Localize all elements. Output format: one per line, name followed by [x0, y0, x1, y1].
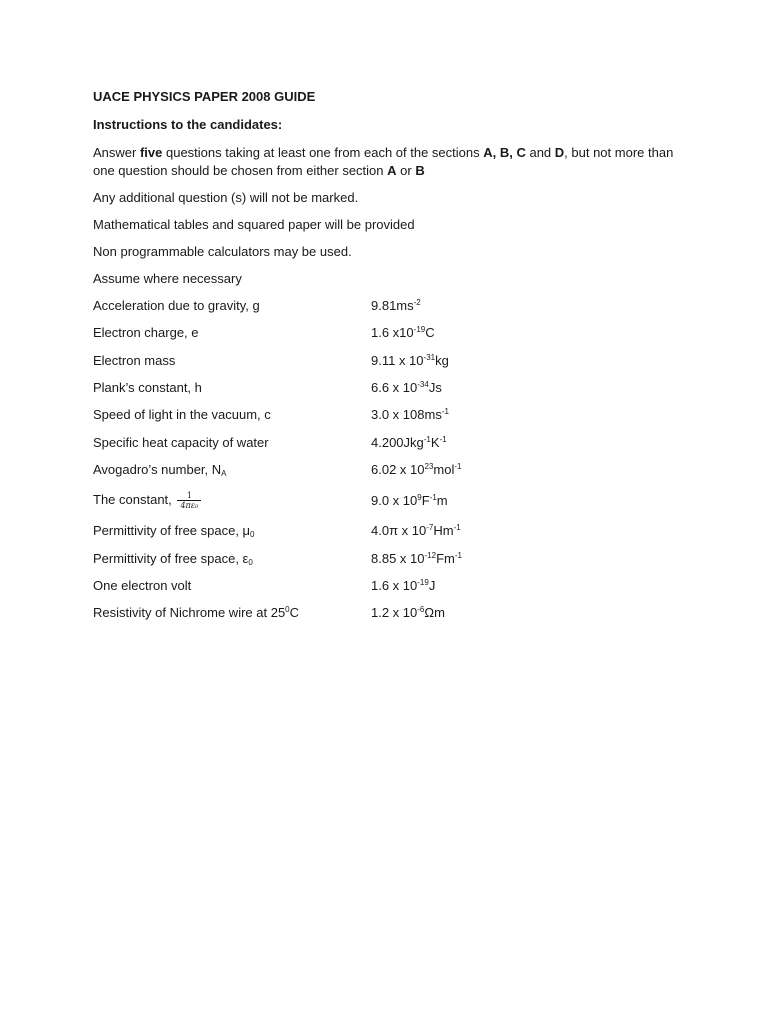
constant-value: 1.6 x $10^{-19}J$: [371, 577, 436, 593]
constant-row: [93, 544, 693, 571]
constant-row: [93, 319, 693, 346]
constant-row: [93, 401, 693, 428]
constant-row: [93, 572, 693, 599]
constant-value: 8.85 x $10^{-12}Fm^{-1}$: [371, 550, 462, 566]
constants-table: [93, 292, 693, 626]
constant-row: [93, 483, 693, 517]
constant-row: [93, 374, 693, 401]
constant-label: Plank’s constant, h: [93, 380, 202, 396]
constant-row: [93, 456, 693, 483]
document-page: [93, 88, 693, 626]
constant-label: Specific heat capacity of water: [93, 434, 269, 450]
constant-value: 1.2 x $10^{-6}\Omega m$: [371, 605, 445, 621]
constant-label: Electron mass: [93, 352, 176, 368]
constant-row: [93, 517, 693, 544]
constant-value: 6.6 x $10^{-34}Js$: [371, 380, 442, 396]
constant-row: [93, 428, 693, 455]
constant-value: 4.0π x $10^{-7}Hm^{-1}$: [371, 523, 461, 539]
constant-label: Speed of light in the vacuum, c: [93, 407, 271, 423]
document-title: UACE PHYSICS PAPER 2008 GUIDE: [93, 89, 316, 104]
instruction-answer: Answer five questions taking at least one from each of the sections A, B, C and D, but not more than one question should be chosen from either section A or B: [93, 145, 674, 178]
constant-label: One electron volt: [93, 577, 192, 593]
constant-label: Resistivity of Nichrome wire at $25^0C$: [93, 605, 300, 621]
constant-label: Electron charge, e: [93, 325, 199, 341]
constant-value: 9.11 x $10^{-31}kg$: [371, 352, 449, 368]
instruction-line: Any additional question (s) will not be marked.: [93, 190, 359, 205]
instruction-line: Mathematical tables and squared paper will be provided: [93, 217, 415, 232]
constant-value: 1.6 $x10^{-19}C$: [371, 325, 435, 341]
instruction-line: Non programmable calculators may be used.: [93, 244, 352, 259]
constant-label: Avogadro’s number, $N_A$: [93, 461, 227, 478]
constant-label: The constant, $\frac{1}{\text{4πε₀}}$: [93, 491, 371, 510]
constant-value: $4.200Jkg^{-1}K^{-1}$: [371, 434, 447, 450]
constant-row: [93, 347, 693, 374]
instructions-heading: Instructions to the candidates:: [93, 117, 283, 132]
instruction-line: Assume where necessary: [93, 271, 242, 286]
constant-label: Acceleration due to gravity, g: [93, 298, 260, 314]
constant-value: $9.81ms^{-2}$: [371, 298, 421, 314]
constant-row: [93, 599, 693, 626]
constant-label: Permittivity of free space, $\mu_0$: [93, 523, 255, 540]
constant-row: [93, 292, 693, 319]
constant-value: 9.0 x $10^9F^{-1}m$: [371, 492, 448, 508]
constant-label: Permittivity of free space, $\varepsilon_0$: [93, 550, 253, 567]
fraction: $\frac{1}{\text{4πε₀}}$: [177, 491, 201, 510]
constant-value: 6.02 x $10^{23}mol^{-1}$: [371, 461, 462, 477]
constant-value: 3.0 x $108ms^{-1}$: [371, 407, 449, 423]
